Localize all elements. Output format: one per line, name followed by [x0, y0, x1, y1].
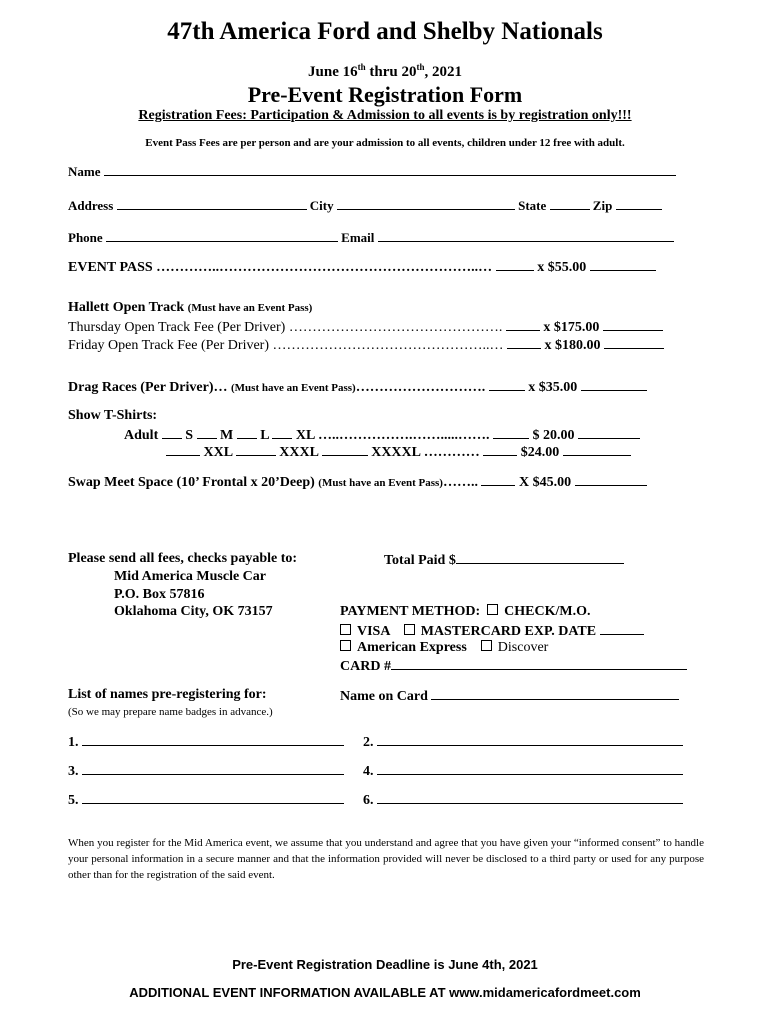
name-entry-2: 2.: [363, 733, 683, 751]
xxl-total[interactable]: [563, 443, 631, 456]
phone-label: Phone: [68, 230, 103, 245]
mail-org: Mid America Muscle Car: [114, 569, 267, 584]
thursday-qty[interactable]: [506, 318, 540, 331]
form-title: Pre-Event Registration Form: [247, 82, 523, 107]
name-3-field[interactable]: [82, 762, 344, 775]
event-dates: June 16th thru 20th, 2021: [308, 62, 462, 80]
page-title: 47th America Ford and Shelby Nationals: [167, 18, 603, 45]
swap-row: Swap Meet Space (10’ Frontal x 20’Deep) (Must have an Event Pass)…….. X $45.00: [68, 473, 647, 491]
tshirt-xxl-row: XXL XXXL XXXXL ………… $24.00: [166, 443, 631, 461]
address-field[interactable]: [117, 197, 307, 210]
event-pass-label: EVENT PASS …………..………………………………………………..…: [68, 260, 493, 275]
drag-row: Drag Races (Per Driver)… (Must have an Event Pass)………………………. x $35.00: [68, 378, 647, 396]
name-6-field[interactable]: [377, 791, 683, 804]
xxl-price: $24.00: [520, 445, 560, 460]
swap-qty[interactable]: [481, 473, 515, 486]
visa-checkbox[interactable]: [340, 624, 351, 635]
discover-checkbox[interactable]: [481, 640, 492, 651]
hallett-heading: Hallett Open Track (Must have an Event Pass): [68, 300, 313, 315]
size-l-qty[interactable]: [237, 426, 257, 439]
names-note: (So we may prepare name badges in advance.): [68, 706, 273, 718]
deadline-notice: Pre-Event Registration Deadline is June 4th, 2021: [232, 957, 538, 972]
friday-price: x $180.00: [544, 338, 601, 353]
name-on-card-field[interactable]: [431, 687, 679, 700]
card-number-row: CARD #: [340, 657, 687, 675]
thursday-price: x $175.00: [543, 320, 600, 335]
mail-city: Oklahoma City, OK 73157: [114, 604, 273, 619]
fees-notice: Registration Fees: Participation & Admission to all events is by registration only!!!: [138, 108, 632, 123]
event-pass-row: [68, 258, 656, 276]
amex-discover-row: American Express Discover: [340, 640, 548, 656]
size-xxxl-qty[interactable]: [236, 443, 276, 456]
size-s-qty[interactable]: [162, 426, 182, 439]
name-4-field[interactable]: [377, 762, 683, 775]
adult-price: $ 20.00: [532, 428, 575, 443]
size-xl-qty[interactable]: [272, 426, 292, 439]
size-xxxxl-qty[interactable]: [322, 443, 368, 456]
name-entry-6: 6.: [363, 791, 683, 809]
name-label: Name: [68, 164, 101, 179]
swap-total[interactable]: [575, 473, 647, 486]
size-xxl-qty[interactable]: [166, 443, 200, 456]
name-field[interactable]: [104, 163, 676, 176]
name-entry-5: 5.: [68, 791, 344, 809]
names-heading: List of names pre-registering for:: [68, 687, 267, 702]
event-info-link: ADDITIONAL EVENT INFORMATION AVAILABLE AT www.midamericafordmeet.com: [129, 985, 641, 1000]
event-pass-qty[interactable]: [496, 258, 534, 271]
city-label: City: [309, 198, 334, 213]
event-pass-price: x $55.00: [537, 260, 587, 275]
thursday-row: [68, 318, 663, 336]
mastercard-checkbox[interactable]: [404, 624, 415, 635]
phone-field[interactable]: [106, 229, 338, 242]
name-entry-1: 1.: [68, 733, 344, 751]
name-5-field[interactable]: [82, 791, 344, 804]
state-field[interactable]: [550, 197, 590, 210]
address-label: Address: [68, 198, 114, 213]
city-field[interactable]: [337, 197, 515, 210]
check-checkbox[interactable]: [487, 604, 498, 615]
zip-label: Zip: [592, 198, 613, 213]
pass-note: Event Pass Fees are per person and are your admission to all events, children under 12 free with adult.: [145, 137, 625, 149]
mail-box: P.O. Box 57816: [114, 587, 205, 602]
thursday-label: Thursday Open Track Fee (Per Driver) ……………………………………….: [68, 320, 503, 335]
drag-qty[interactable]: [489, 378, 525, 391]
name-on-card-row: Name on Card: [340, 687, 679, 705]
xxl-qty[interactable]: [483, 443, 517, 456]
phone-email-row: [68, 229, 674, 246]
thursday-total[interactable]: [603, 318, 663, 331]
email-field[interactable]: [378, 229, 674, 242]
name-entry-4: 4.: [363, 762, 683, 780]
adult-qty[interactable]: [493, 426, 529, 439]
address-row: [68, 197, 662, 214]
name-row: [68, 163, 676, 180]
swap-price: X $45.00: [518, 475, 572, 490]
amex-checkbox[interactable]: [340, 640, 351, 651]
name-entry-3: 3.: [68, 762, 344, 780]
exp-date-field[interactable]: [600, 622, 644, 635]
friday-qty[interactable]: [507, 336, 541, 349]
friday-label: Friday Open Track Fee (Per Driver) ………………………………………..…: [68, 338, 504, 353]
tshirts-heading: Show T-Shirts:: [68, 408, 158, 423]
drag-total[interactable]: [581, 378, 647, 391]
friday-total[interactable]: [604, 336, 664, 349]
send-label: Please send all fees, checks payable to:: [68, 551, 298, 566]
visa-mastercard-row: VISA MASTERCARD EXP. DATE: [340, 622, 644, 640]
name-1-field[interactable]: [82, 733, 344, 746]
email-label: Email: [341, 230, 375, 245]
friday-row: [68, 336, 664, 354]
drag-price: x $35.00: [528, 380, 578, 395]
name-2-field[interactable]: [377, 733, 683, 746]
zip-field[interactable]: [616, 197, 662, 210]
total-paid-field[interactable]: [456, 551, 624, 564]
consent-text: When you register for the Mid America event, we assume that you understand and agree that you have given your “informed consent” to handle your personal information in a secure manner and that the information provided will never be disclosed to a third party or used for any purpose other than for the registration of the said event.: [68, 837, 704, 881]
event-pass-total[interactable]: [590, 258, 656, 271]
adult-total[interactable]: [578, 426, 640, 439]
total-paid-row: Total Paid $: [384, 551, 624, 569]
tshirt-adult-row: Adult S M L XL …..…………….…….....……. $ 20.00: [124, 426, 640, 444]
state-label: State: [518, 198, 547, 213]
card-number-field[interactable]: [391, 657, 687, 670]
size-m-qty[interactable]: [197, 426, 217, 439]
payment-method-row: PAYMENT METHOD: CHECK/M.O.: [340, 604, 591, 619]
